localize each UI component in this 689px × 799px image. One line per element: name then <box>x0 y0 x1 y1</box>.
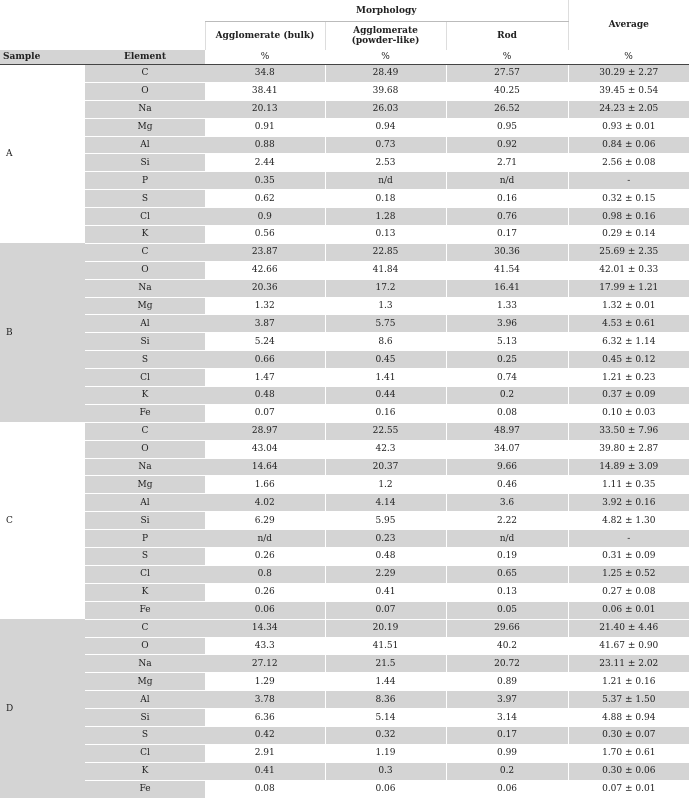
powder-value: 0.06 <box>325 780 446 798</box>
powder-value: 5.14 <box>325 709 446 727</box>
table-row <box>0 154 689 172</box>
element-cell: Cl <box>85 744 205 762</box>
average-value: 21.40 ± 4.46 <box>568 619 689 637</box>
rod-value: 0.17 <box>446 226 568 244</box>
rod-value: n/d <box>446 172 568 190</box>
average-value: 6.32 ± 1.14 <box>568 333 689 351</box>
average-value: 0.07 ± 0.01 <box>568 780 689 798</box>
rod-value: 2.22 <box>446 512 568 530</box>
element-cell: Mg <box>85 297 205 315</box>
element-cell: Fe <box>85 601 205 619</box>
table-row <box>0 208 689 226</box>
column-header-bulk <box>205 22 325 51</box>
powder-value: 5.75 <box>325 315 446 333</box>
element-cell: K <box>85 762 205 780</box>
rod-value: 9.66 <box>446 458 568 476</box>
element-cell: Si <box>85 512 205 530</box>
element-cell: Cl <box>85 369 205 387</box>
rod-value: 41.54 <box>446 261 568 279</box>
bulk-value: 0.8 <box>205 565 325 583</box>
header-blank <box>0 0 85 22</box>
average-value: 0.27 ± 0.08 <box>568 583 689 601</box>
bulk-value: 20.36 <box>205 279 325 297</box>
header-blank <box>85 0 205 22</box>
average-value: 30.29 ± 2.27 <box>568 65 689 83</box>
element-cell: P <box>85 530 205 548</box>
table-row <box>0 279 689 297</box>
bulk-value: 43.04 <box>205 440 325 458</box>
element-cell: Al <box>85 691 205 709</box>
powder-value: 0.07 <box>325 601 446 619</box>
table-body <box>0 65 689 799</box>
table-row <box>0 243 689 261</box>
bulk-value: 0.26 <box>205 583 325 601</box>
element-cell: C <box>85 243 205 261</box>
element-cell: O <box>85 261 205 279</box>
powder-value: 0.23 <box>325 530 446 548</box>
column-header-rod <box>446 22 568 51</box>
average-value: 24.23 ± 2.05 <box>568 100 689 118</box>
table-row <box>0 619 689 637</box>
table-row <box>0 744 689 762</box>
powder-value: 41.84 <box>325 261 446 279</box>
table-row <box>0 369 689 387</box>
rod-value: 2.71 <box>446 154 568 172</box>
element-cell: K <box>85 226 205 244</box>
element-cell: Si <box>85 154 205 172</box>
element-cell: Si <box>85 709 205 727</box>
unit-label: % <box>568 50 689 65</box>
element-cell: Al <box>85 315 205 333</box>
bulk-value: 0.08 <box>205 780 325 798</box>
bulk-value: 0.35 <box>205 172 325 190</box>
powder-value: 0.44 <box>325 387 446 405</box>
powder-value: 0.18 <box>325 190 446 208</box>
element-cell: O <box>85 82 205 100</box>
powder-value: 0.3 <box>325 762 446 780</box>
average-value: 1.21 ± 0.16 <box>568 673 689 691</box>
element-cell: S <box>85 548 205 566</box>
rod-value: 0.13 <box>446 583 568 601</box>
powder-value: 4.14 <box>325 494 446 512</box>
powder-value: 20.19 <box>325 619 446 637</box>
average-value: 1.25 ± 0.52 <box>568 565 689 583</box>
table-row <box>0 333 689 351</box>
element-cell: K <box>85 583 205 601</box>
average-value: 4.53 ± 0.61 <box>568 315 689 333</box>
table-row <box>0 440 689 458</box>
powder-value: 0.73 <box>325 136 446 154</box>
table-row <box>0 726 689 744</box>
rod-value: 0.95 <box>446 118 568 136</box>
column-header-bulk-label: Agglomerate (bulk) <box>215 31 315 41</box>
average-value: 0.45 ± 0.12 <box>568 351 689 369</box>
element-cell: C <box>85 619 205 637</box>
unit-label: % <box>325 50 446 65</box>
table-row <box>0 530 689 548</box>
average-value: 1.21 ± 0.23 <box>568 369 689 387</box>
rod-value: 0.08 <box>446 404 568 422</box>
bulk-value: 1.66 <box>205 476 325 494</box>
element-cell: O <box>85 637 205 655</box>
bulk-value: 38.41 <box>205 82 325 100</box>
rod-value: 3.96 <box>446 315 568 333</box>
column-header-powder-line1: Agglomerate <box>353 26 418 36</box>
bulk-value: 14.34 <box>205 619 325 637</box>
table-row <box>0 494 689 512</box>
rod-value: 3.6 <box>446 494 568 512</box>
table-row <box>0 476 689 494</box>
rod-value: 3.97 <box>446 691 568 709</box>
bulk-value: 0.42 <box>205 726 325 744</box>
rod-value: 0.17 <box>446 726 568 744</box>
powder-value: 28.49 <box>325 65 446 83</box>
average-value: 17.99 ± 1.21 <box>568 279 689 297</box>
bulk-value: 0.48 <box>205 387 325 405</box>
rod-value: 0.65 <box>446 565 568 583</box>
rod-value: 48.97 <box>446 422 568 440</box>
average-value: 0.31 ± 0.09 <box>568 548 689 566</box>
sample-header: Sample <box>0 50 85 65</box>
bulk-value: 1.47 <box>205 369 325 387</box>
table-row <box>0 100 689 118</box>
average-value: 39.80 ± 2.87 <box>568 440 689 458</box>
powder-value: 1.41 <box>325 369 446 387</box>
table-row <box>0 655 689 673</box>
element-cell: Na <box>85 655 205 673</box>
rod-value: 0.89 <box>446 673 568 691</box>
element-cell: Cl <box>85 208 205 226</box>
column-header-powder-line2: (powder-like) <box>351 36 420 46</box>
bulk-value: 27.12 <box>205 655 325 673</box>
table-row <box>0 422 689 440</box>
table-row <box>0 172 689 190</box>
bulk-value: 23.87 <box>205 243 325 261</box>
average-value: 23.11 ± 2.02 <box>568 655 689 673</box>
bulk-value: 14.64 <box>205 458 325 476</box>
table-row <box>0 118 689 136</box>
sample-label: A <box>0 65 85 244</box>
average-value: - <box>568 530 689 548</box>
unit-label: % <box>205 50 325 65</box>
bulk-value: 0.26 <box>205 548 325 566</box>
rod-value: 40.25 <box>446 82 568 100</box>
rod-value: 0.2 <box>446 387 568 405</box>
average-value: 2.56 ± 0.08 <box>568 154 689 172</box>
average-value: 0.32 ± 0.15 <box>568 190 689 208</box>
element-cell: Al <box>85 136 205 154</box>
element-cell: Na <box>85 100 205 118</box>
average-header: Average <box>568 0 689 50</box>
table-row <box>0 691 689 709</box>
table-row <box>0 583 689 601</box>
element-header: Element <box>85 50 205 65</box>
powder-value: 5.95 <box>325 512 446 530</box>
rod-value: 0.76 <box>446 208 568 226</box>
table-row <box>0 601 689 619</box>
average-value: 41.67 ± 0.90 <box>568 637 689 655</box>
bulk-value: 3.87 <box>205 315 325 333</box>
rod-value: 29.66 <box>446 619 568 637</box>
table-row <box>0 637 689 655</box>
table-row <box>0 565 689 583</box>
table-row <box>0 709 689 727</box>
element-cell: Fe <box>85 780 205 798</box>
bulk-value: 3.78 <box>205 691 325 709</box>
element-cell: K <box>85 387 205 405</box>
element-cell: S <box>85 726 205 744</box>
average-value: 4.82 ± 1.30 <box>568 512 689 530</box>
bulk-value: 1.32 <box>205 297 325 315</box>
bulk-value: 20.13 <box>205 100 325 118</box>
table-row <box>0 261 689 279</box>
rod-value: 0.99 <box>446 744 568 762</box>
average-value: 39.45 ± 0.54 <box>568 82 689 100</box>
rod-value: 0.92 <box>446 136 568 154</box>
powder-value: 1.28 <box>325 208 446 226</box>
average-value: 25.69 ± 2.35 <box>568 243 689 261</box>
bulk-value: 0.06 <box>205 601 325 619</box>
bulk-value: 5.24 <box>205 333 325 351</box>
rod-value: 34.07 <box>446 440 568 458</box>
table-row <box>0 136 689 154</box>
rod-value: 3.14 <box>446 709 568 727</box>
element-cell: Na <box>85 458 205 476</box>
table-row <box>0 351 689 369</box>
rod-value: 5.13 <box>446 333 568 351</box>
average-value: 33.50 ± 7.96 <box>568 422 689 440</box>
powder-value: 41.51 <box>325 637 446 655</box>
sample-label: D <box>0 619 85 798</box>
table-row <box>0 315 689 333</box>
rod-value: 27.57 <box>446 65 568 83</box>
bulk-value: 0.88 <box>205 136 325 154</box>
bulk-value: 1.29 <box>205 673 325 691</box>
powder-value: 2.53 <box>325 154 446 172</box>
bulk-value: n/d <box>205 530 325 548</box>
powder-value: 0.13 <box>325 226 446 244</box>
powder-value: 0.94 <box>325 118 446 136</box>
average-value: 42.01 ± 0.33 <box>568 261 689 279</box>
table-row <box>0 458 689 476</box>
table-row <box>0 190 689 208</box>
element-cell: O <box>85 440 205 458</box>
rod-value: 30.36 <box>446 243 568 261</box>
bulk-value: 4.02 <box>205 494 325 512</box>
rod-value: 26.52 <box>446 100 568 118</box>
rod-value: 0.16 <box>446 190 568 208</box>
table-row <box>0 226 689 244</box>
rod-value: 20.72 <box>446 655 568 673</box>
sample-label: B <box>0 243 85 422</box>
rod-value: 40.2 <box>446 637 568 655</box>
rod-value: 0.19 <box>446 548 568 566</box>
powder-value: 42.3 <box>325 440 446 458</box>
morphology-header: Morphology <box>205 0 568 22</box>
table-row <box>0 548 689 566</box>
powder-value: 8.6 <box>325 333 446 351</box>
rod-value: 16.41 <box>446 279 568 297</box>
average-value: 5.37 ± 1.50 <box>568 691 689 709</box>
bulk-value: 42.66 <box>205 261 325 279</box>
average-value: 0.10 ± 0.03 <box>568 404 689 422</box>
powder-value: 0.32 <box>325 726 446 744</box>
rod-value: 0.74 <box>446 369 568 387</box>
average-value: 0.37 ± 0.09 <box>568 387 689 405</box>
table-row <box>0 65 689 83</box>
element-cell: Mg <box>85 118 205 136</box>
powder-value: 20.37 <box>325 458 446 476</box>
average-value: 0.30 ± 0.06 <box>568 762 689 780</box>
bulk-value: 43.3 <box>205 637 325 655</box>
average-value: 0.06 ± 0.01 <box>568 601 689 619</box>
bulk-value: 6.36 <box>205 709 325 727</box>
header-blank <box>85 22 205 51</box>
powder-value: 0.48 <box>325 548 446 566</box>
average-value: 0.30 ± 0.07 <box>568 726 689 744</box>
powder-value: 1.19 <box>325 744 446 762</box>
unit-label: % <box>446 50 568 65</box>
table-row <box>0 297 689 315</box>
rod-value: 0.2 <box>446 762 568 780</box>
bulk-value: 0.41 <box>205 762 325 780</box>
rod-value: n/d <box>446 530 568 548</box>
sample-label: C <box>0 422 85 619</box>
bulk-value: 0.9 <box>205 208 325 226</box>
table-row <box>0 512 689 530</box>
element-cell: S <box>85 190 205 208</box>
average-value: 1.32 ± 0.01 <box>568 297 689 315</box>
bulk-value: 2.44 <box>205 154 325 172</box>
average-value: 14.89 ± 3.09 <box>568 458 689 476</box>
table-row <box>0 780 689 798</box>
bulk-value: 0.56 <box>205 226 325 244</box>
bulk-value: 0.91 <box>205 118 325 136</box>
average-value: 0.98 ± 0.16 <box>568 208 689 226</box>
header-blank <box>0 22 85 51</box>
powder-value: n/d <box>325 172 446 190</box>
powder-value: 0.41 <box>325 583 446 601</box>
powder-value: 0.16 <box>325 404 446 422</box>
average-value: 1.70 ± 0.61 <box>568 744 689 762</box>
powder-value: 21.5 <box>325 655 446 673</box>
powder-value: 1.44 <box>325 673 446 691</box>
element-cell: C <box>85 65 205 83</box>
element-cell: P <box>85 172 205 190</box>
powder-value: 26.03 <box>325 100 446 118</box>
bulk-value: 28.97 <box>205 422 325 440</box>
table-row <box>0 404 689 422</box>
powder-value: 17.2 <box>325 279 446 297</box>
rod-value: 1.33 <box>446 297 568 315</box>
element-cell: Fe <box>85 404 205 422</box>
powder-value: 22.85 <box>325 243 446 261</box>
powder-value: 0.45 <box>325 351 446 369</box>
average-value: 1.11 ± 0.35 <box>568 476 689 494</box>
average-value: 0.84 ± 0.06 <box>568 136 689 154</box>
element-cell: Mg <box>85 476 205 494</box>
average-value: - <box>568 172 689 190</box>
powder-value: 8.36 <box>325 691 446 709</box>
average-value: 0.29 ± 0.14 <box>568 226 689 244</box>
element-cell: Cl <box>85 565 205 583</box>
bulk-value: 0.07 <box>205 404 325 422</box>
powder-value: 1.2 <box>325 476 446 494</box>
element-cell: Na <box>85 279 205 297</box>
average-value: 0.93 ± 0.01 <box>568 118 689 136</box>
powder-value: 39.68 <box>325 82 446 100</box>
powder-value: 2.29 <box>325 565 446 583</box>
powder-value: 1.3 <box>325 297 446 315</box>
element-cell: Si <box>85 333 205 351</box>
bulk-value: 6.29 <box>205 512 325 530</box>
bulk-value: 2.91 <box>205 744 325 762</box>
rod-value: 0.46 <box>446 476 568 494</box>
rod-value: 0.05 <box>446 601 568 619</box>
column-header-rod-label: Rod <box>497 31 517 41</box>
rod-value: 0.06 <box>446 780 568 798</box>
table-row <box>0 762 689 780</box>
element-cell: S <box>85 351 205 369</box>
powder-value: 22.55 <box>325 422 446 440</box>
table-row <box>0 673 689 691</box>
bulk-value: 0.66 <box>205 351 325 369</box>
average-value: 3.92 ± 0.16 <box>568 494 689 512</box>
bulk-value: 34.8 <box>205 65 325 83</box>
table-row <box>0 82 689 100</box>
element-cell: Mg <box>85 673 205 691</box>
table-row <box>0 387 689 405</box>
element-cell: Al <box>85 494 205 512</box>
bulk-value: 0.62 <box>205 190 325 208</box>
rod-value: 0.25 <box>446 351 568 369</box>
element-cell: C <box>85 422 205 440</box>
column-header-powder <box>325 22 446 51</box>
average-value: 4.88 ± 0.94 <box>568 709 689 727</box>
